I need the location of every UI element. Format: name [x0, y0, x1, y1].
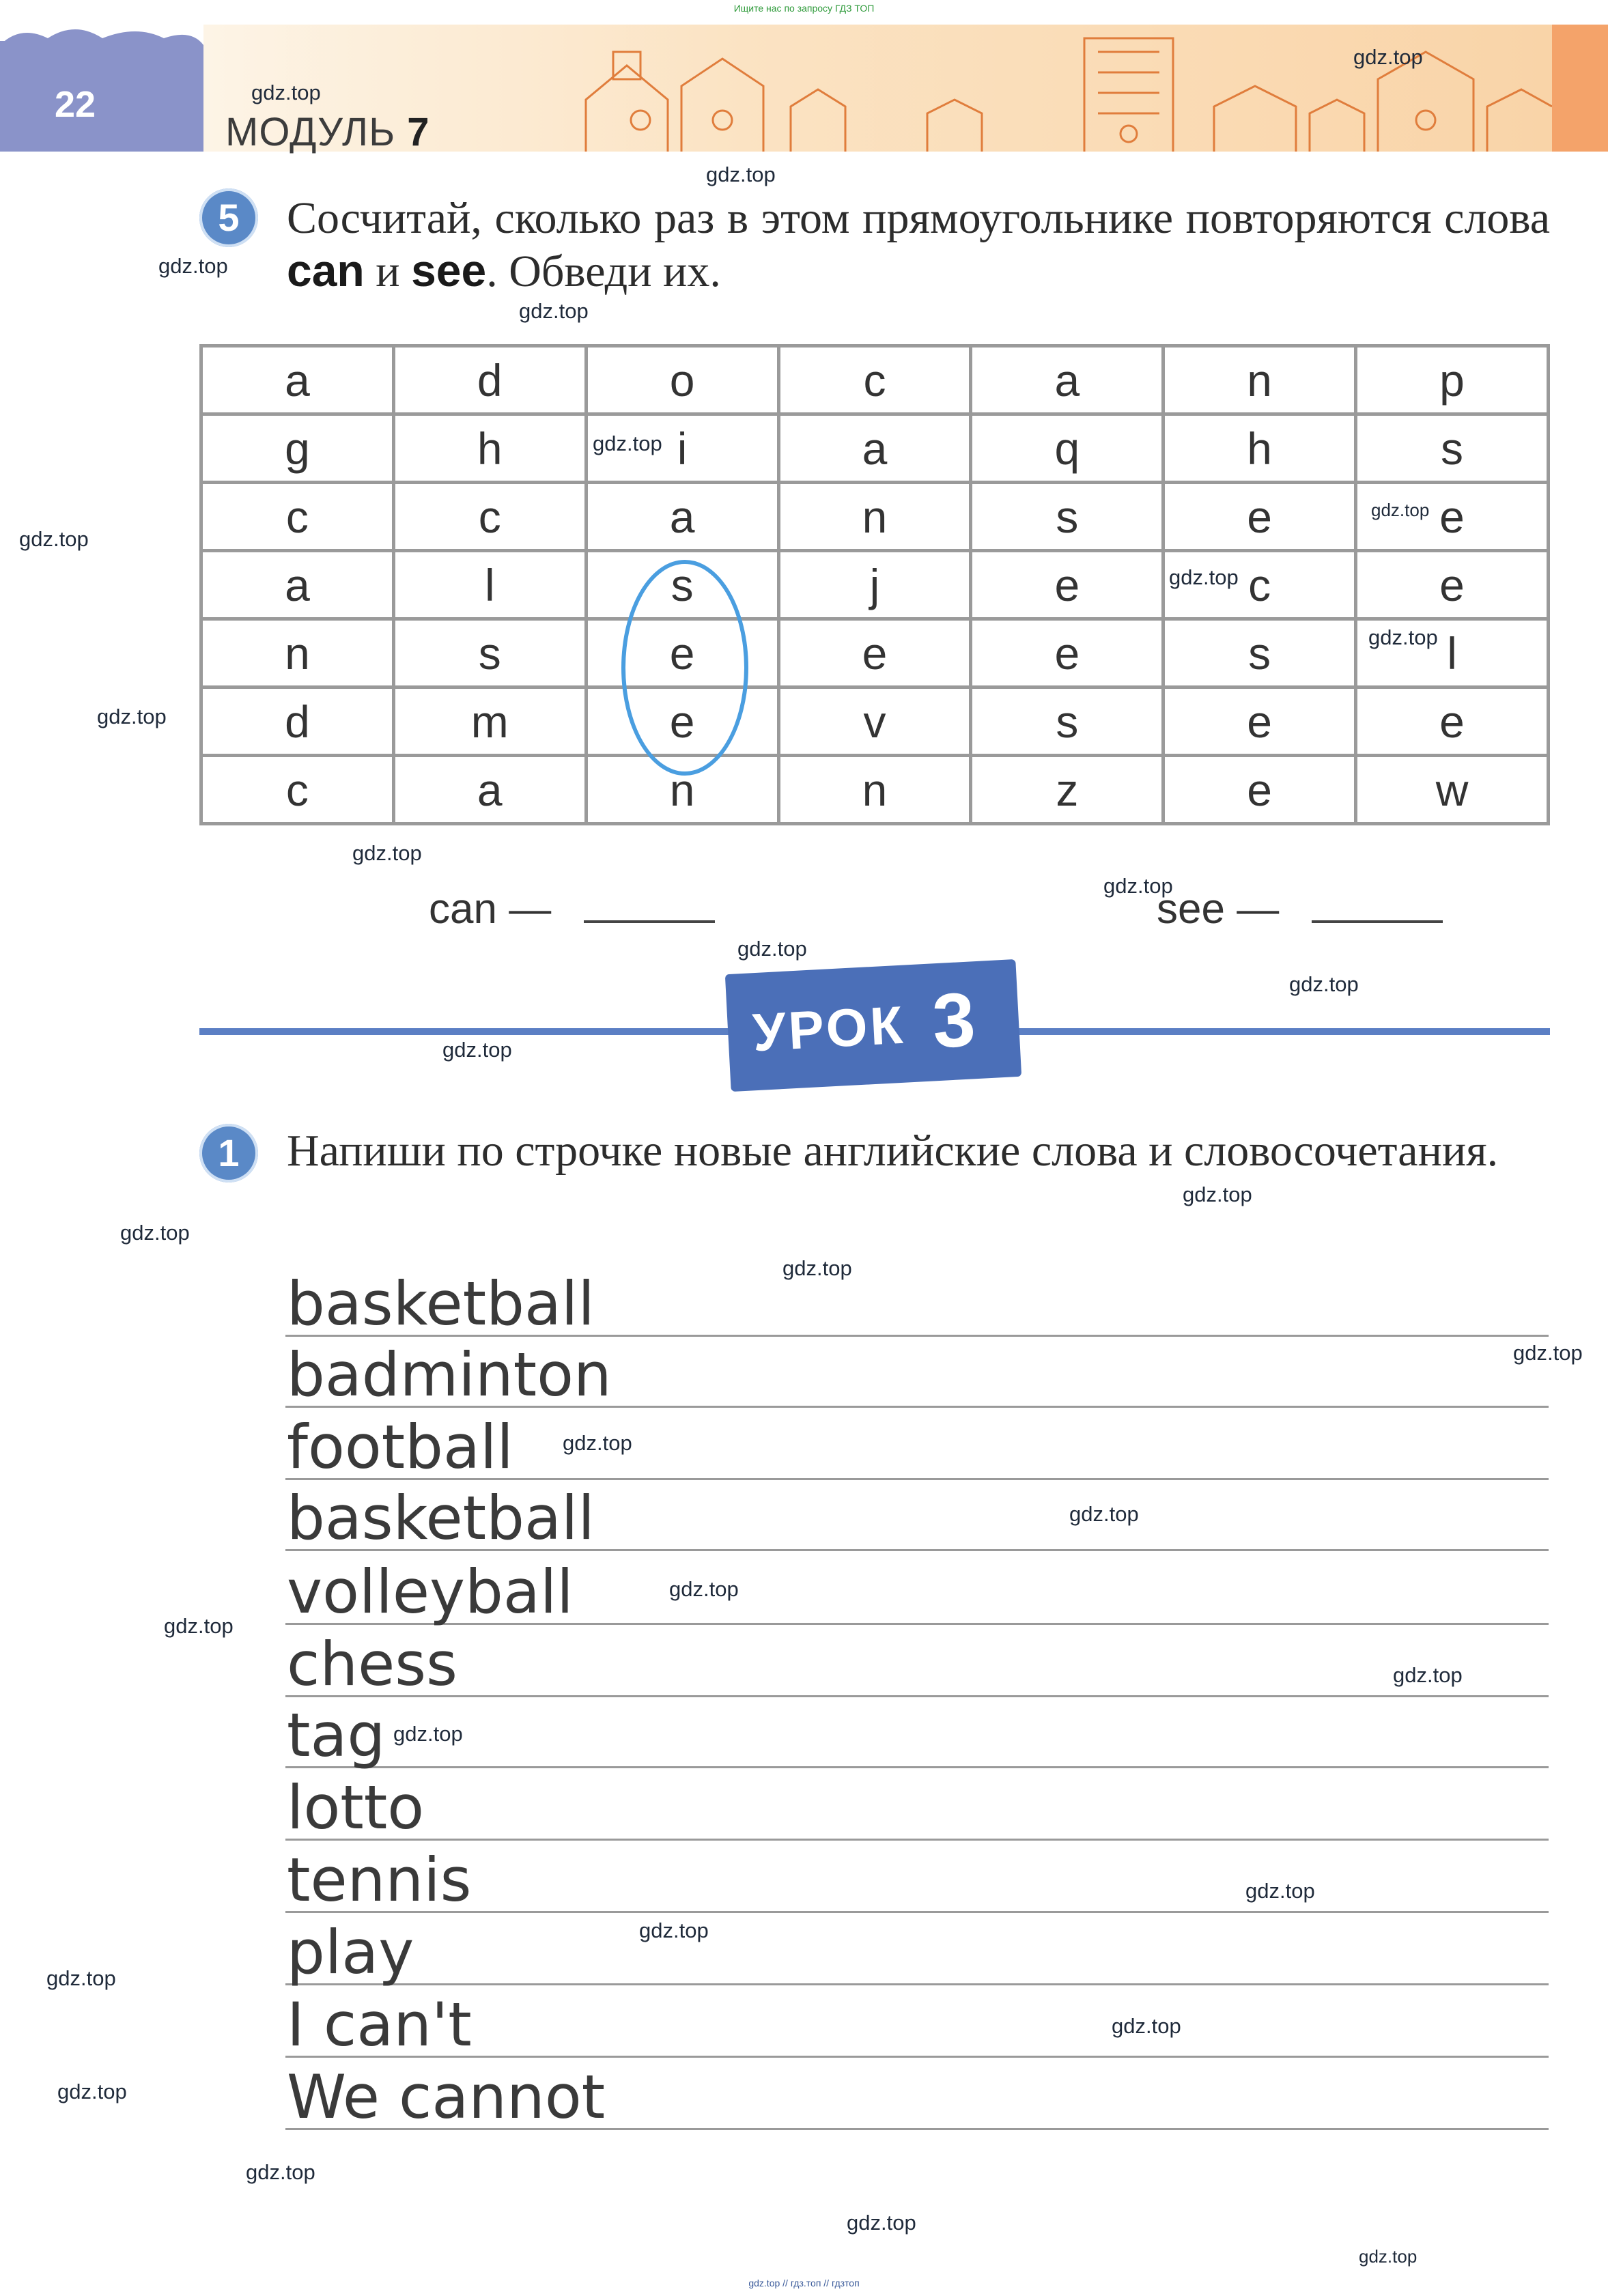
answer-can-blank[interactable]	[584, 916, 715, 923]
grid-row	[201, 346, 1549, 414]
watermark: gdz.top	[1359, 2246, 1417, 2267]
task5-text-and: и	[376, 246, 400, 296]
grid-cell[interactable]: c	[778, 346, 971, 414]
watermark: gdz.top	[563, 1431, 632, 1455]
grid-cell[interactable]: e	[1163, 483, 1356, 551]
grid-cell[interactable]: e	[1356, 483, 1549, 551]
writing-line[interactable]	[285, 2062, 1549, 2130]
writing-line[interactable]	[285, 1269, 1549, 1337]
grid-cell[interactable]: c	[1163, 551, 1356, 619]
grid-cell[interactable]: e	[971, 619, 1163, 688]
module-label: МОДУЛЬ	[225, 110, 396, 154]
watermark: gdz.top	[1069, 1502, 1139, 1526]
answer-see-blank[interactable]	[1312, 916, 1443, 923]
grid-cell[interactable]: c	[393, 483, 586, 551]
answer-can	[429, 885, 715, 933]
top-note: Ищите нас по запросу ГДЗ ТОП	[733, 3, 875, 14]
page-tab	[0, 41, 203, 152]
answer-see-label: see —	[1157, 885, 1280, 933]
grid-cell[interactable]: h	[1163, 414, 1356, 483]
watermark: gdz.top	[1393, 1663, 1463, 1687]
sample-word: basketball	[287, 1483, 595, 1553]
watermark: gdz.top	[352, 841, 422, 865]
grid-cell[interactable]: w	[1356, 756, 1549, 824]
sample-word: tag	[287, 1700, 386, 1770]
watermark: gdz.top	[737, 937, 807, 961]
grid-cell[interactable]: j	[778, 551, 971, 619]
watermark: gdz.top	[1169, 565, 1239, 589]
grid-cell[interactable]: s	[971, 483, 1163, 551]
sample-word: chess	[287, 1629, 457, 1699]
watermark: gdz.top	[669, 1577, 739, 1601]
grid-cell[interactable]: e	[1356, 688, 1549, 756]
grid-cell[interactable]: q	[971, 414, 1163, 483]
writing-line[interactable]	[285, 1917, 1549, 1985]
sample-word: We cannot	[287, 2062, 606, 2132]
grid-cell[interactable]: a	[778, 414, 971, 483]
grid-cell[interactable]: l	[1356, 619, 1549, 688]
lesson-digit: 3	[930, 976, 978, 1064]
grid-cell[interactable]: m	[393, 688, 586, 756]
letter-grid	[199, 344, 1550, 825]
sample-word: volleyball	[287, 1557, 574, 1627]
grid-cell[interactable]: i	[586, 414, 778, 483]
grid-row	[201, 756, 1549, 824]
grid-cell[interactable]: s	[586, 551, 778, 619]
watermark: gdz.top	[1371, 500, 1430, 520]
grid-cell[interactable]: o	[586, 346, 778, 414]
watermark: gdz.top	[1112, 2014, 1181, 2038]
watermark: gdz.top	[639, 1918, 709, 1942]
grid-cell[interactable]: l	[393, 551, 586, 619]
writing-line[interactable]	[285, 1845, 1549, 1913]
grid-cell[interactable]: h	[393, 414, 586, 483]
writing-line[interactable]	[285, 1412, 1549, 1480]
task5-word-can: can	[287, 245, 365, 296]
cloud-shape	[0, 25, 203, 66]
grid-cell[interactable]: p	[1356, 346, 1549, 414]
task5-text-part2: . Обведи их.	[486, 246, 721, 296]
circled-see-mark	[621, 560, 748, 776]
footer-note: gdz.top // гдз.топ // гдзтоп	[748, 2278, 860, 2288]
sample-word: I can't	[287, 1989, 472, 2060]
task5-text-part1: Сосчитай, сколько раз в этом прямоугольнике повторяются слова	[287, 193, 1550, 243]
header-accent	[1552, 25, 1608, 152]
grid-cell[interactable]: a	[586, 483, 778, 551]
sample-word: lotto	[287, 1772, 425, 1843]
page-number: 22	[55, 84, 96, 125]
writing-line[interactable]	[285, 1340, 1549, 1408]
grid-cell[interactable]: s	[393, 619, 586, 688]
grid-cell[interactable]: a	[201, 551, 394, 619]
grid-cell[interactable]: n	[1163, 346, 1356, 414]
grid-cell[interactable]: n	[586, 756, 778, 824]
watermark: gdz.top	[1353, 45, 1423, 69]
grid-cell[interactable]: s	[1356, 414, 1549, 483]
grid-row	[201, 551, 1549, 619]
watermark: gdz.top	[158, 254, 228, 278]
writing-line[interactable]	[285, 1483, 1549, 1551]
grid-row	[201, 619, 1549, 688]
grid-cell[interactable]: a	[971, 346, 1163, 414]
sample-word: play	[287, 1917, 414, 1987]
grid-cell[interactable]: e	[1356, 551, 1549, 619]
watermark: gdz.top	[97, 705, 167, 728]
watermark: gdz.top	[1103, 874, 1173, 898]
grid-cell[interactable]: d	[393, 346, 586, 414]
grid-cell[interactable]: z	[971, 756, 1163, 824]
grid-cell[interactable]: s	[1163, 619, 1356, 688]
grid-row	[201, 483, 1549, 551]
watermark: gdz.top	[1183, 1182, 1252, 1206]
grid-cell[interactable]: a	[201, 346, 394, 414]
grid-cell[interactable]: c	[201, 483, 394, 551]
grid-cell[interactable]: g	[201, 414, 394, 483]
task5-word-see: see	[411, 245, 487, 296]
module-title	[225, 109, 430, 155]
grid-cell[interactable]: e	[586, 619, 778, 688]
grid-cell[interactable]: n	[778, 483, 971, 551]
watermark: gdz.top	[120, 1221, 190, 1245]
task-number-badge: 5	[199, 188, 258, 247]
watermark: gdz.top	[46, 1966, 116, 1990]
watermark: gdz.top	[393, 1722, 463, 1746]
grid-row	[201, 414, 1549, 483]
sample-word: tennis	[287, 1845, 472, 1915]
sample-word: football	[287, 1412, 513, 1482]
lesson-word: УРОК	[750, 994, 907, 1063]
grid-cell[interactable]: e	[778, 619, 971, 688]
writing-line[interactable]	[285, 1989, 1549, 2058]
grid-cell[interactable]: d	[201, 688, 394, 756]
writing-line[interactable]	[285, 1700, 1549, 1768]
watermark: gdz.top	[593, 431, 662, 455]
watermark: gdz.top	[164, 1614, 234, 1638]
grid-cell[interactable]: e	[586, 688, 778, 756]
grid-cell[interactable]: a	[393, 756, 586, 824]
writing-line[interactable]	[285, 1557, 1549, 1625]
grid-cell[interactable]: c	[201, 756, 394, 824]
watermark: gdz.top	[57, 2080, 127, 2103]
answer-can-label: can —	[429, 885, 552, 933]
grid-cell[interactable]: s	[971, 688, 1163, 756]
watermark: gdz.top	[1245, 1879, 1315, 1903]
watermark: gdz.top	[19, 527, 89, 551]
grid-cell[interactable]: e	[1163, 688, 1356, 756]
watermark: gdz.top	[782, 1256, 852, 1280]
watermark: gdz.top	[1513, 1341, 1583, 1365]
task1-instruction: Напиши по строчке новые английские слова и словосочетания.	[287, 1126, 1499, 1176]
grid-row	[201, 688, 1549, 756]
watermark: gdz.top	[246, 2160, 315, 2184]
task5-instruction	[287, 193, 1550, 298]
grid-cell[interactable]: n	[201, 619, 394, 688]
grid-cell[interactable]: e	[1163, 756, 1356, 824]
watermark: gdz.top	[251, 81, 321, 104]
watermark: gdz.top	[442, 1038, 512, 1062]
task-number-badge: 1	[199, 1124, 258, 1182]
grid-cell[interactable]: n	[778, 756, 971, 824]
grid-cell[interactable]: v	[778, 688, 971, 756]
watermark: gdz.top	[847, 2211, 916, 2235]
watermark: gdz.top	[706, 162, 776, 186]
writing-line[interactable]	[285, 1772, 1549, 1841]
sample-word: basketball	[287, 1269, 595, 1339]
module-number: 7	[407, 110, 430, 154]
watermark: gdz.top	[519, 299, 589, 323]
writing-line[interactable]	[285, 1629, 1549, 1697]
sample-word: badminton	[287, 1340, 612, 1410]
lesson-badge	[725, 959, 1021, 1092]
grid-cell[interactable]: e	[971, 551, 1163, 619]
watermark: gdz.top	[1289, 972, 1359, 996]
answer-see	[1157, 885, 1443, 933]
watermark: gdz.top	[1368, 625, 1438, 649]
